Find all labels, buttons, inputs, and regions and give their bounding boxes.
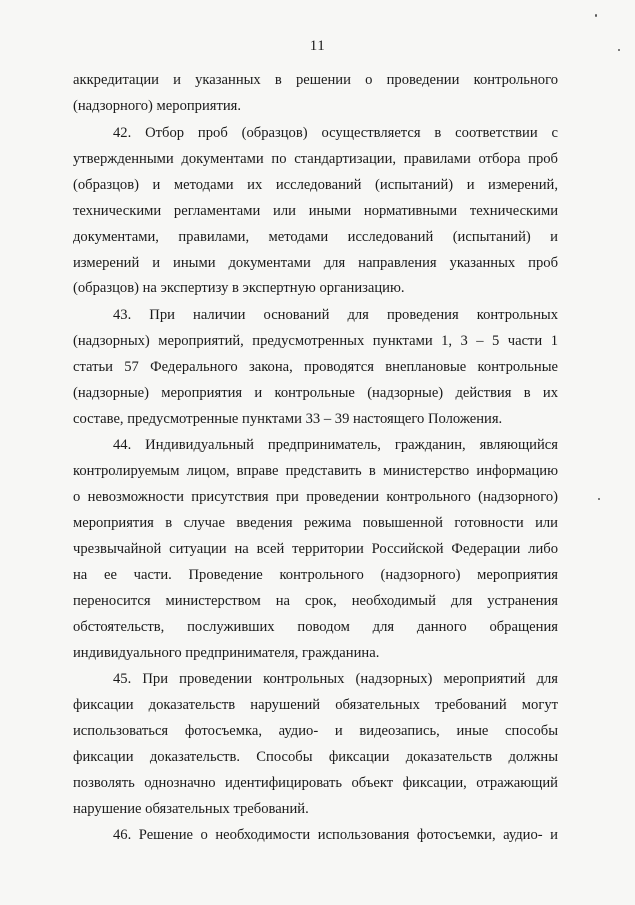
paragraph-45-start: 45. При проведении контрольных (надзорных) мероприятий для bbox=[113, 671, 558, 687]
text-line: (надзорные) мероприятия и контрольные (надзорные) действия в их bbox=[73, 385, 558, 401]
scan-speck bbox=[598, 498, 600, 500]
text-line: о невозможности присутствия при проведении контрольного (надзорного) bbox=[73, 489, 558, 505]
text-line: (образцов) и методами их исследований (испытаний) и измерений, bbox=[73, 177, 558, 193]
text-line: аккредитации и указанных в решении о проведении контрольного bbox=[73, 72, 558, 88]
text-line: индивидуального предпринимателя, гражданина. bbox=[73, 645, 380, 661]
text-line: использоваться фотосъемка, аудио- и видеозапись, иные способы bbox=[73, 723, 558, 739]
text-line: (надзорного) мероприятия. bbox=[73, 98, 242, 114]
paragraph-44-start: 44. Индивидуальный предприниматель, гражданин, являющийся bbox=[113, 437, 558, 453]
text-line: обстоятельств, послуживших поводом для данного обращения bbox=[73, 619, 558, 635]
text-line: позволять однозначно идентифицировать объект фиксации, отражающий bbox=[73, 775, 558, 791]
paragraph-42-start: 42. Отбор проб (образцов) осуществляется в соответствии с bbox=[113, 125, 558, 141]
text-line: утвержденными документами по стандартизации, правилами отбора проб bbox=[73, 151, 558, 167]
paragraph-46-start: 46. Решение о необходимости использования фотосъемки, аудио- и bbox=[113, 827, 558, 843]
text-line: составе, предусмотренные пунктами 33 – 39 настоящего Положения. bbox=[73, 411, 503, 427]
text-line: документами, правилами, методами исследований (испытаний) и bbox=[73, 229, 558, 245]
text-line: контролируемым лицом, вправе представить в министерство информацию bbox=[73, 463, 558, 479]
text-line: мероприятия в случае введения режима повышенной готовности или bbox=[73, 515, 558, 531]
text-line: фиксации доказательств. Способы фиксации доказательств должны bbox=[73, 749, 558, 765]
page-number: 11 bbox=[309, 38, 326, 54]
paragraph-43-start: 43. При наличии оснований для проведения контрольных bbox=[113, 307, 558, 323]
text-line: чрезвычайной ситуации на всей территории Российской Федерации либо bbox=[73, 541, 558, 557]
text-line: (надзорных) мероприятий, предусмотренных пунктами 1, 3 – 5 части 1 bbox=[73, 333, 558, 349]
text-line: измерений и иными документами для направления указанных проб bbox=[73, 255, 558, 271]
text-line: статьи 57 Федерального закона, проводятся внеплановые контрольные bbox=[73, 359, 558, 375]
text-line: переносится министерством на срок, необходимый для устранения bbox=[73, 593, 558, 609]
text-line: (образцов) на экспертизу в экспертную организацию. bbox=[73, 280, 405, 296]
text-line: на ее части. Проведение контрольного (надзорного) мероприятия bbox=[73, 567, 558, 583]
text-line: нарушение обязательных требований. bbox=[73, 801, 309, 817]
text-line: фиксации доказательств нарушений обязательных требований могут bbox=[73, 697, 558, 713]
text-line: техническими регламентами или иными нормативными техническими bbox=[73, 203, 558, 219]
scan-speck bbox=[618, 49, 620, 51]
scan-speck bbox=[595, 14, 597, 17]
